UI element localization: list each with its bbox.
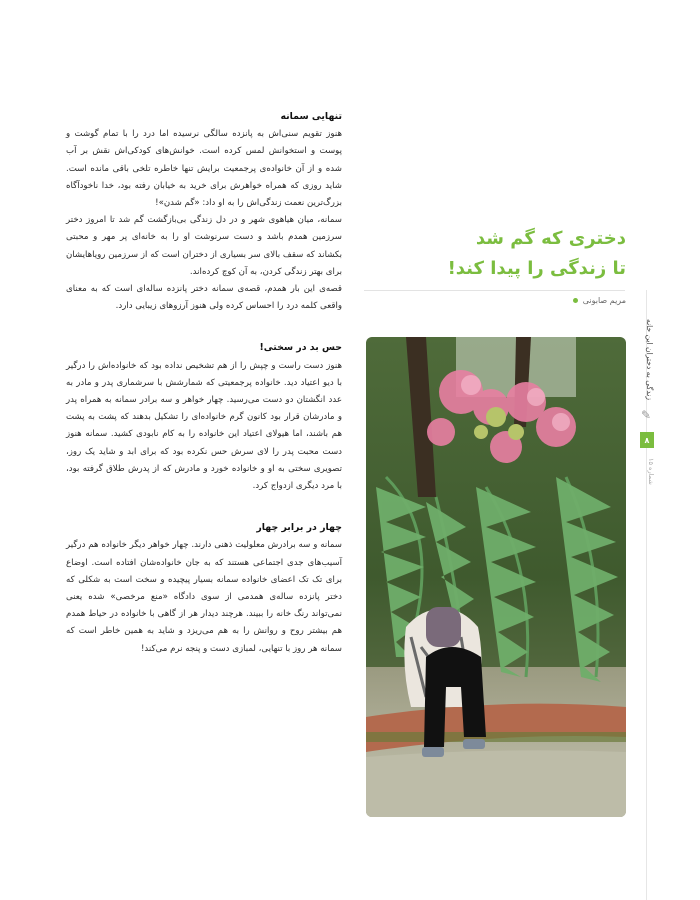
section-bad-feeling	[66, 339, 342, 495]
section-heading: چهار در برابر چهار	[256, 522, 342, 534]
article-photo	[366, 337, 626, 817]
paragraph: قصه‌ی این بار همدم، قصه‌ی سمانه دختر پانزده ساله‌ای است که به معنای واقعی کلمه درد را احساس کرده ولی هنوز آرزوهای زیبایی دارد.	[66, 284, 342, 312]
paragraph: هنوز تقویم سنی‌اش به پانزده سالگی نرسیده اما درد را با تمام گوشت و پوست و استخوانش لمس کرده است. خوانش‌های کودکی‌اش نقش بر آب شده و از آن خانواده‌ی پرجمعیت برایش تنها خاطره تلخی باقی مانده است. شاید روزی که همراه خواهرش برای خرید به خیابان رفته بود، خدا ناخودآگاه بزرگ‌ترین نعمت زندگی‌اش را به او داد: «گم شدن»!	[66, 129, 342, 209]
article-headline	[346, 224, 626, 284]
section-heading: حس بد در سختی!	[259, 342, 342, 354]
author-name: مریم صابونی	[582, 296, 626, 305]
magazine-logo-icon: ✎	[641, 408, 652, 422]
bullet-icon	[573, 298, 578, 303]
paragraph: هنوز دست راست و چپش را از هم تشخیص نداده بود که خانواده‌اش را درگیر با دیو اعتیاد دید. خانواده پرجمعیتی که شمارشش با سرشماری پدر و مادر به عدد انگشتان دو دست می‌رسید. چهار خواهر و سه برادر سمانه به همراه پدر و مادرشان قرار بود کانون گرم خانواده‌ای را تشکیل بدهند که پشت به پشت هم باشند، اما هیولای اعتیاد این خانواده را به کام نابودی کشید. سمانه هنوز دست محبت پدر را لای سرش حس نکرده بود که برای ابد و شاید یک روز، تصویری سختی به او و خانواده خورد و مادرش که از پدرش طلاق گرفته بود، با مرد دیگری ازدواج کرد.	[66, 360, 342, 492]
headline-divider	[364, 290, 625, 291]
section-loneliness	[66, 108, 342, 315]
article-body	[66, 108, 342, 682]
section-four-vs-four	[66, 519, 342, 658]
magazine-section-title: زندگی به دختران این خانه	[645, 319, 654, 400]
tree-photo-illustration	[366, 337, 626, 817]
headline-line-2: تا زندگی را پیدا کند!	[447, 258, 626, 279]
paragraph: سمانه، میان هیاهوی شهر و در دل زندگی بی‌بازگشت گم شد تا امروز دختر سرزمین همدم باشد و دست سرنوشت او را به خانه‌ای پر مهر و محبتی بکشاند که سقف بالای سر بسیاری از دختران است که از سرزمین رویاهایشان برای بهتر زندگی کردن، به آن کوچ کرده‌اند.	[66, 215, 342, 277]
byline	[573, 296, 626, 305]
section-heading: تنهایی سمانه	[280, 111, 342, 122]
page-number: ۸	[640, 432, 654, 448]
issue-label: شماره ۱۵	[647, 458, 655, 485]
paragraph: سمانه و سه برادرش معلولیت ذهنی دارند. چهار خواهر دیگر خانواده هم درگیر آسیب‌های جدی اجتماعی هستند که به جان خانواده‌شان افتاده است. اوضاع برای تک تک اعضای خانواده سمانه بسیار پیچیده و سخت است به شکلی که دختر پانزده ساله‌ی همدمی از سوی دادگاه «منع مرخصی» شده یعنی نمی‌تواند رنگ خانه را ببیند. هرچند دیدار هر از گاهی با خانواده در حیاط همدم هم بیشتر روح و روانش را به هم می‌ریزد و شاید به همین خاطر است که سمانه هر روز با تنهایی، لمبازی دست و پنجه نرم می‌کند!	[66, 540, 342, 654]
headline-line-1: دختری که گم شد	[475, 228, 626, 249]
